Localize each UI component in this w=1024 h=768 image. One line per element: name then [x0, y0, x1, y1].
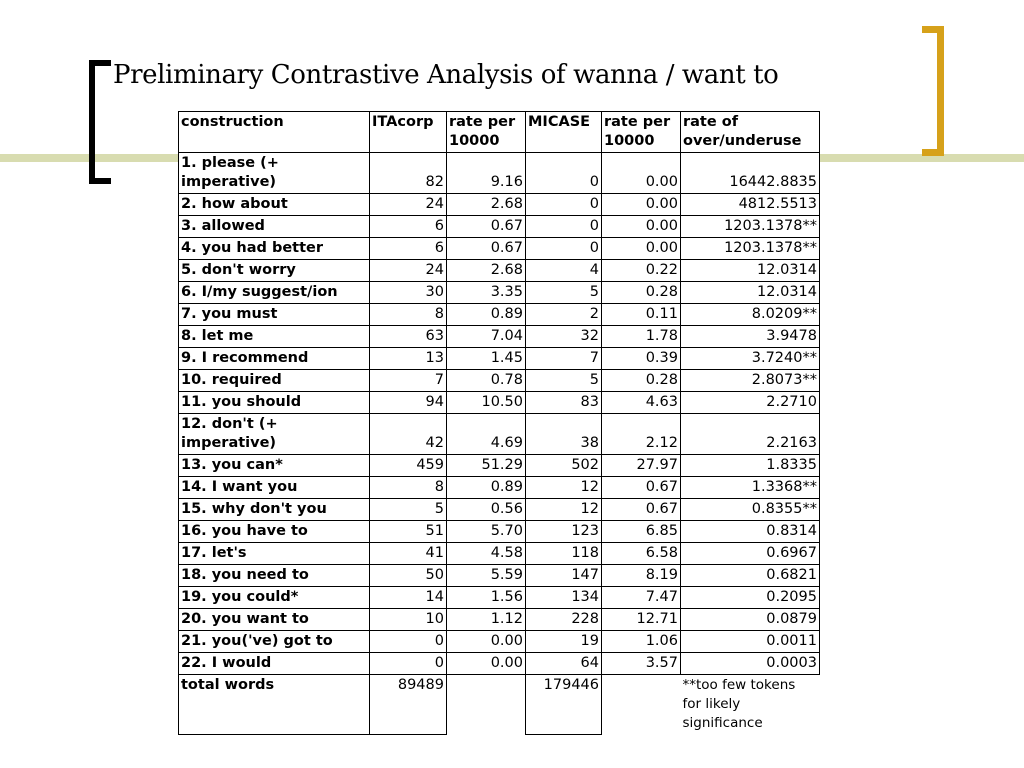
overuse-rate-cell: 0.0003: [681, 653, 820, 675]
construction-cell: 1. please (+ imperative): [179, 153, 370, 194]
overuse-rate-cell: 0.8355**: [681, 499, 820, 521]
micase-count-cell: 4: [526, 260, 602, 282]
table-row: [179, 260, 820, 282]
itacorp-count-cell: 24: [370, 194, 447, 216]
overuse-rate-cell: 4812.5513: [681, 194, 820, 216]
micase-rate-cell: 2.12: [602, 414, 681, 455]
construction-cell: 11. you should: [179, 392, 370, 414]
micase-rate-cell: 27.97: [602, 455, 681, 477]
itacorp-count-cell: 0: [370, 631, 447, 653]
overuse-rate-cell: 1203.1378**: [681, 216, 820, 238]
construction-cell: 2. how about: [179, 194, 370, 216]
micase-count-cell: 2: [526, 304, 602, 326]
overuse-rate-cell: 0.0879: [681, 609, 820, 631]
table-row: [179, 609, 820, 631]
table-row: [179, 455, 820, 477]
micase-count-cell: 228: [526, 609, 602, 631]
table-row: [179, 565, 820, 587]
itacorp-rate-cell: 0.00: [447, 653, 526, 675]
construction-cell: 8. let me: [179, 326, 370, 348]
construction-cell: 16. you have to: [179, 521, 370, 543]
itacorp-rate-cell: 0.89: [447, 477, 526, 499]
itacorp-rate-cell: 7.04: [447, 326, 526, 348]
micase-count-cell: 19: [526, 631, 602, 653]
itacorp-count-cell: 14: [370, 587, 447, 609]
micase-count-cell: 0: [526, 238, 602, 260]
construction-cell: 22. I would: [179, 653, 370, 675]
construction-cell: 21. you('ve) got to: [179, 631, 370, 653]
table-row: [179, 587, 820, 609]
overuse-rate-cell: 2.2710: [681, 392, 820, 414]
micase-rate-cell: 0.00: [602, 238, 681, 260]
micase-rate-cell: 0.67: [602, 499, 681, 521]
micase-rate-cell: 0.28: [602, 282, 681, 304]
micase-rate-cell: 12.71: [602, 609, 681, 631]
table-body: [179, 112, 820, 675]
itacorp-count-cell: 13: [370, 348, 447, 370]
itacorp-count-cell: 51: [370, 521, 447, 543]
overuse-rate-cell: 3.7240**: [681, 348, 820, 370]
micase-rate-cell: 0.00: [602, 216, 681, 238]
micase-count-cell: 0: [526, 153, 602, 194]
micase-rate-cell: 0.22: [602, 260, 681, 282]
construction-cell: 5. don't worry: [179, 260, 370, 282]
itacorp-count-cell: 6: [370, 238, 447, 260]
total-empty-cell: [447, 675, 526, 735]
itacorp-rate-cell: 0.89: [447, 304, 526, 326]
overuse-rate-cell: 1203.1378**: [681, 238, 820, 260]
overuse-rate-cell: 0.2095: [681, 587, 820, 609]
construction-cell: 6. I/my suggest/ion: [179, 282, 370, 304]
micase-rate-cell: 7.47: [602, 587, 681, 609]
construction-cell: 17. let's: [179, 543, 370, 565]
overuse-rate-cell: 0.6821: [681, 565, 820, 587]
table-row: [179, 543, 820, 565]
construction-cell: 3. allowed: [179, 216, 370, 238]
overuse-rate-cell: 0.8314: [681, 521, 820, 543]
header-micase: MICASE: [526, 112, 602, 153]
slide-title: Preliminary Contrastive Analysis of wanna / want to: [113, 60, 779, 90]
overuse-rate-cell: 0.0011: [681, 631, 820, 653]
itacorp-rate-cell: 4.58: [447, 543, 526, 565]
micase-rate-cell: 6.85: [602, 521, 681, 543]
itacorp-count-cell: 0: [370, 653, 447, 675]
itacorp-count-cell: 94: [370, 392, 447, 414]
table-row: [179, 216, 820, 238]
left-bracket-decoration: [89, 60, 111, 184]
micase-rate-cell: 6.58: [602, 543, 681, 565]
itacorp-rate-cell: 0.67: [447, 216, 526, 238]
itacorp-count-cell: 41: [370, 543, 447, 565]
itacorp-count-cell: 8: [370, 304, 447, 326]
itacorp-count-cell: 42: [370, 414, 447, 455]
total-micase: 179446: [526, 675, 602, 735]
overuse-rate-cell: 12.0314: [681, 260, 820, 282]
header-itacorp: ITAcorp: [370, 112, 447, 153]
micase-rate-cell: 1.78: [602, 326, 681, 348]
table-row: [179, 499, 820, 521]
itacorp-count-cell: 10: [370, 609, 447, 631]
itacorp-rate-cell: 0.56: [447, 499, 526, 521]
itacorp-rate-cell: 0.78: [447, 370, 526, 392]
table-row: [179, 653, 820, 675]
itacorp-rate-cell: 5.59: [447, 565, 526, 587]
itacorp-rate-cell: 0.00: [447, 631, 526, 653]
construction-cell: 9. I recommend: [179, 348, 370, 370]
itacorp-rate-cell: 5.70: [447, 521, 526, 543]
construction-cell: 19. you could*: [179, 587, 370, 609]
construction-cell: 13. you can*: [179, 455, 370, 477]
construction-cell: 14. I want you: [179, 477, 370, 499]
construction-cell: 7. you must: [179, 304, 370, 326]
itacorp-count-cell: 82: [370, 153, 447, 194]
overuse-rate-cell: 8.0209**: [681, 304, 820, 326]
itacorp-rate-cell: 0.67: [447, 238, 526, 260]
construction-cell: 10. required: [179, 370, 370, 392]
header-itacorp-rate: rate per 10000: [447, 112, 526, 153]
itacorp-count-cell: 6: [370, 216, 447, 238]
header-micase-rate: rate per 10000: [602, 112, 681, 153]
micase-count-cell: 123: [526, 521, 602, 543]
table-row: [179, 392, 820, 414]
micase-rate-cell: 4.63: [602, 392, 681, 414]
construction-cell: 18. you need to: [179, 565, 370, 587]
micase-count-cell: 83: [526, 392, 602, 414]
itacorp-rate-cell: 10.50: [447, 392, 526, 414]
micase-count-cell: 5: [526, 282, 602, 304]
overuse-rate-cell: 16442.8835: [681, 153, 820, 194]
micase-count-cell: 502: [526, 455, 602, 477]
total-itacorp: 89489: [370, 675, 447, 735]
micase-count-cell: 118: [526, 543, 602, 565]
itacorp-count-cell: 459: [370, 455, 447, 477]
overuse-rate-cell: 1.3368**: [681, 477, 820, 499]
table-row: [179, 153, 820, 194]
itacorp-rate-cell: 2.68: [447, 194, 526, 216]
micase-rate-cell: 0.11: [602, 304, 681, 326]
itacorp-rate-cell: 1.45: [447, 348, 526, 370]
table-row: [179, 370, 820, 392]
itacorp-rate-cell: 4.69: [447, 414, 526, 455]
construction-cell: 4. you had better: [179, 238, 370, 260]
micase-count-cell: 0: [526, 194, 602, 216]
overuse-rate-cell: 2.8073**: [681, 370, 820, 392]
micase-rate-cell: 0.67: [602, 477, 681, 499]
construction-cell: 20. you want to: [179, 609, 370, 631]
overuse-rate-cell: 3.9478: [681, 326, 820, 348]
data-table: [178, 111, 820, 735]
significance-note: **too few tokens for likely significance: [682, 677, 796, 731]
table-row: [179, 414, 820, 455]
table-row: [179, 477, 820, 499]
micase-rate-cell: 0.00: [602, 194, 681, 216]
overuse-rate-cell: 0.6967: [681, 543, 820, 565]
header-overuse-rate: rate of over/underuse: [681, 112, 820, 153]
itacorp-count-cell: 5: [370, 499, 447, 521]
itacorp-rate-cell: 2.68: [447, 260, 526, 282]
itacorp-count-cell: 50: [370, 565, 447, 587]
micase-count-cell: 38: [526, 414, 602, 455]
table-row: [179, 304, 820, 326]
micase-count-cell: 12: [526, 499, 602, 521]
micase-rate-cell: 8.19: [602, 565, 681, 587]
micase-rate-cell: 3.57: [602, 653, 681, 675]
overuse-rate-cell: 2.2163: [681, 414, 820, 455]
micase-rate-cell: 0.00: [602, 153, 681, 194]
itacorp-rate-cell: 1.12: [447, 609, 526, 631]
micase-count-cell: 0: [526, 216, 602, 238]
total-row: [179, 675, 820, 735]
table-row: [179, 521, 820, 543]
total-label: total words: [179, 675, 370, 735]
itacorp-rate-cell: 3.35: [447, 282, 526, 304]
itacorp-count-cell: 24: [370, 260, 447, 282]
micase-count-cell: 5: [526, 370, 602, 392]
micase-count-cell: 147: [526, 565, 602, 587]
itacorp-count-cell: 7: [370, 370, 447, 392]
itacorp-rate-cell: 9.16: [447, 153, 526, 194]
header-construction: construction: [179, 112, 370, 153]
overuse-rate-cell: 12.0314: [681, 282, 820, 304]
construction-cell: 15. why don't you: [179, 499, 370, 521]
overuse-rate-cell: 1.8335: [681, 455, 820, 477]
header-row: [179, 112, 820, 153]
micase-count-cell: 64: [526, 653, 602, 675]
right-bracket-decoration: [922, 26, 944, 156]
table-row: [179, 238, 820, 260]
micase-rate-cell: 0.28: [602, 370, 681, 392]
micase-rate-cell: 1.06: [602, 631, 681, 653]
micase-count-cell: 7: [526, 348, 602, 370]
micase-count-cell: 134: [526, 587, 602, 609]
micase-count-cell: 12: [526, 477, 602, 499]
table-row: [179, 282, 820, 304]
table-row: [179, 194, 820, 216]
itacorp-count-cell: 8: [370, 477, 447, 499]
table-row: [179, 631, 820, 653]
itacorp-rate-cell: 51.29: [447, 455, 526, 477]
table-row: [179, 348, 820, 370]
construction-cell: 12. don't (+ imperative): [179, 414, 370, 455]
micase-rate-cell: 0.39: [602, 348, 681, 370]
itacorp-count-cell: 63: [370, 326, 447, 348]
micase-count-cell: 32: [526, 326, 602, 348]
total-empty-cell: [602, 675, 681, 735]
itacorp-count-cell: 30: [370, 282, 447, 304]
table-row: [179, 326, 820, 348]
itacorp-rate-cell: 1.56: [447, 587, 526, 609]
